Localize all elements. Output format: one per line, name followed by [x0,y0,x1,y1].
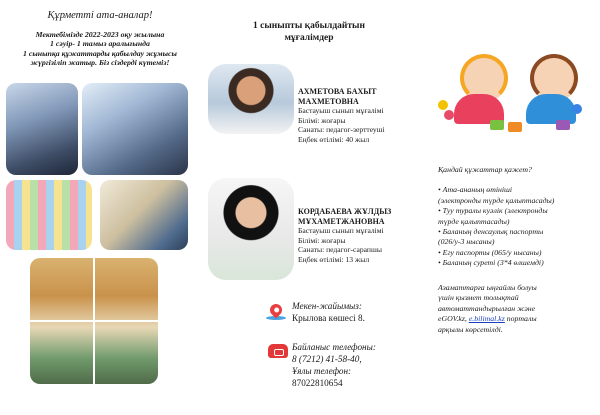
book-icon [508,122,522,132]
telephone-icon [268,344,288,358]
teacher-category: Санаты: педагог-зерттеуші [298,125,385,135]
teacher-info-1 [298,87,418,145]
document-line: • Ата-ананың өтініші [438,185,513,195]
teacher-name: АХМЕТОВА БАХЫТ [298,87,377,96]
teacher-education: Білімі: жоғары [298,115,346,125]
teacher-experience: Еңбек өтілімі: 13 жыл [298,254,370,264]
contact-block [292,341,376,389]
children-illustration [434,44,586,130]
teacher-role: Бастауыш сынып мұғалімі [298,106,384,116]
right-panel [418,0,600,415]
teacher-name: МАХМЕТОВНА [298,96,359,106]
egov-line: Азаматтарға ыңғайлы болуы [438,283,537,292]
document-line: (электронды түрде қалыптасады) [438,195,555,205]
teacher-role: Бастауыш сынып мұғалімі [298,226,384,236]
address-block [292,300,365,324]
left-panel [0,0,200,415]
egov-line: үшін қызмет толықтай [438,293,519,303]
egov-note [438,283,598,335]
bilimal-link[interactable]: e.bilimal.kz [468,314,505,324]
document-line: • Баланың суреті (3*4 өлшемді) [438,258,544,268]
document-line: түрде қалыптасады) [438,216,510,226]
teachers-title [200,20,418,44]
mobile-label: Ұялы телефон: [292,366,352,376]
flower-icon [438,100,448,110]
intro-line: жүргізіліп жатыр. Біз сіздерді күтеміз! [30,58,170,68]
document-line: (026/у-3 нысаны) [438,237,495,247]
teacher-name: КОРДАБАЕВА ЖҰЛДЫЗ [298,207,392,216]
teacher-photo-2 [208,178,294,280]
teacher-name: МҰХАМЕТЖАНОВНА [298,216,385,226]
flower-icon [572,104,582,114]
egov-portal-text: eGOV.kz, [438,314,469,324]
title-line: 1 сыныпты қабылдайтын [253,21,365,31]
egov-line-with-link [438,314,598,324]
title-line: мұғалімдер [284,33,334,43]
library-photo [100,180,188,250]
phone-label: Байланыс телефоны: [292,342,376,352]
document-line: • Туу туралы куәлік (электронды [438,206,548,216]
greeting: Құрметті ата-аналар! [47,10,153,21]
phone-value: 8 (7212) 41-58-40, [292,354,362,364]
intro-line: 1 сәуір- 1 тамыз аралығында [50,39,150,49]
flower-icon [444,110,454,120]
address-label: Мекен-жайымыз: [292,301,362,311]
portal-suffix: порталы [504,314,537,324]
classroom-photo-1 [6,83,78,175]
teacher-photo-1 [208,64,294,134]
teacher-education: Білімі: жоғары [298,235,346,245]
classroom-photo-2 [82,83,188,175]
teacher-category: Санаты: педагог-сарапшы [298,245,382,255]
egov-line: арқылы көрсетілді. [438,324,503,334]
teacher-experience: Еңбек өтілімі: 40 жыл [298,134,370,144]
book-icon [556,120,570,130]
documents-question: Қандай құжаттар қажет? [438,165,532,174]
middle-panel [200,0,418,415]
book-icon [490,120,504,130]
required-documents [438,165,598,269]
intro-line: Мектебімізде 2022-2023 оқу жылына [35,30,165,39]
wall-display-photo [6,180,92,250]
document-line: • Егу паспорты (065/у нысаны) [438,247,542,257]
address-value: Крылова көшесі 8. [292,313,365,323]
mobile-value: 87022810654 [292,378,343,388]
intro-text [4,30,196,68]
egov-line: автоматтандырылған және [438,303,536,313]
document-line: • Баланың денсаулық паспорты [438,227,544,237]
intro-line: 1 сыныпқа құжаттарды қабылдау жұмысы [23,48,177,58]
gym-photo-collage [30,258,158,384]
teacher-info-2 [298,207,418,265]
